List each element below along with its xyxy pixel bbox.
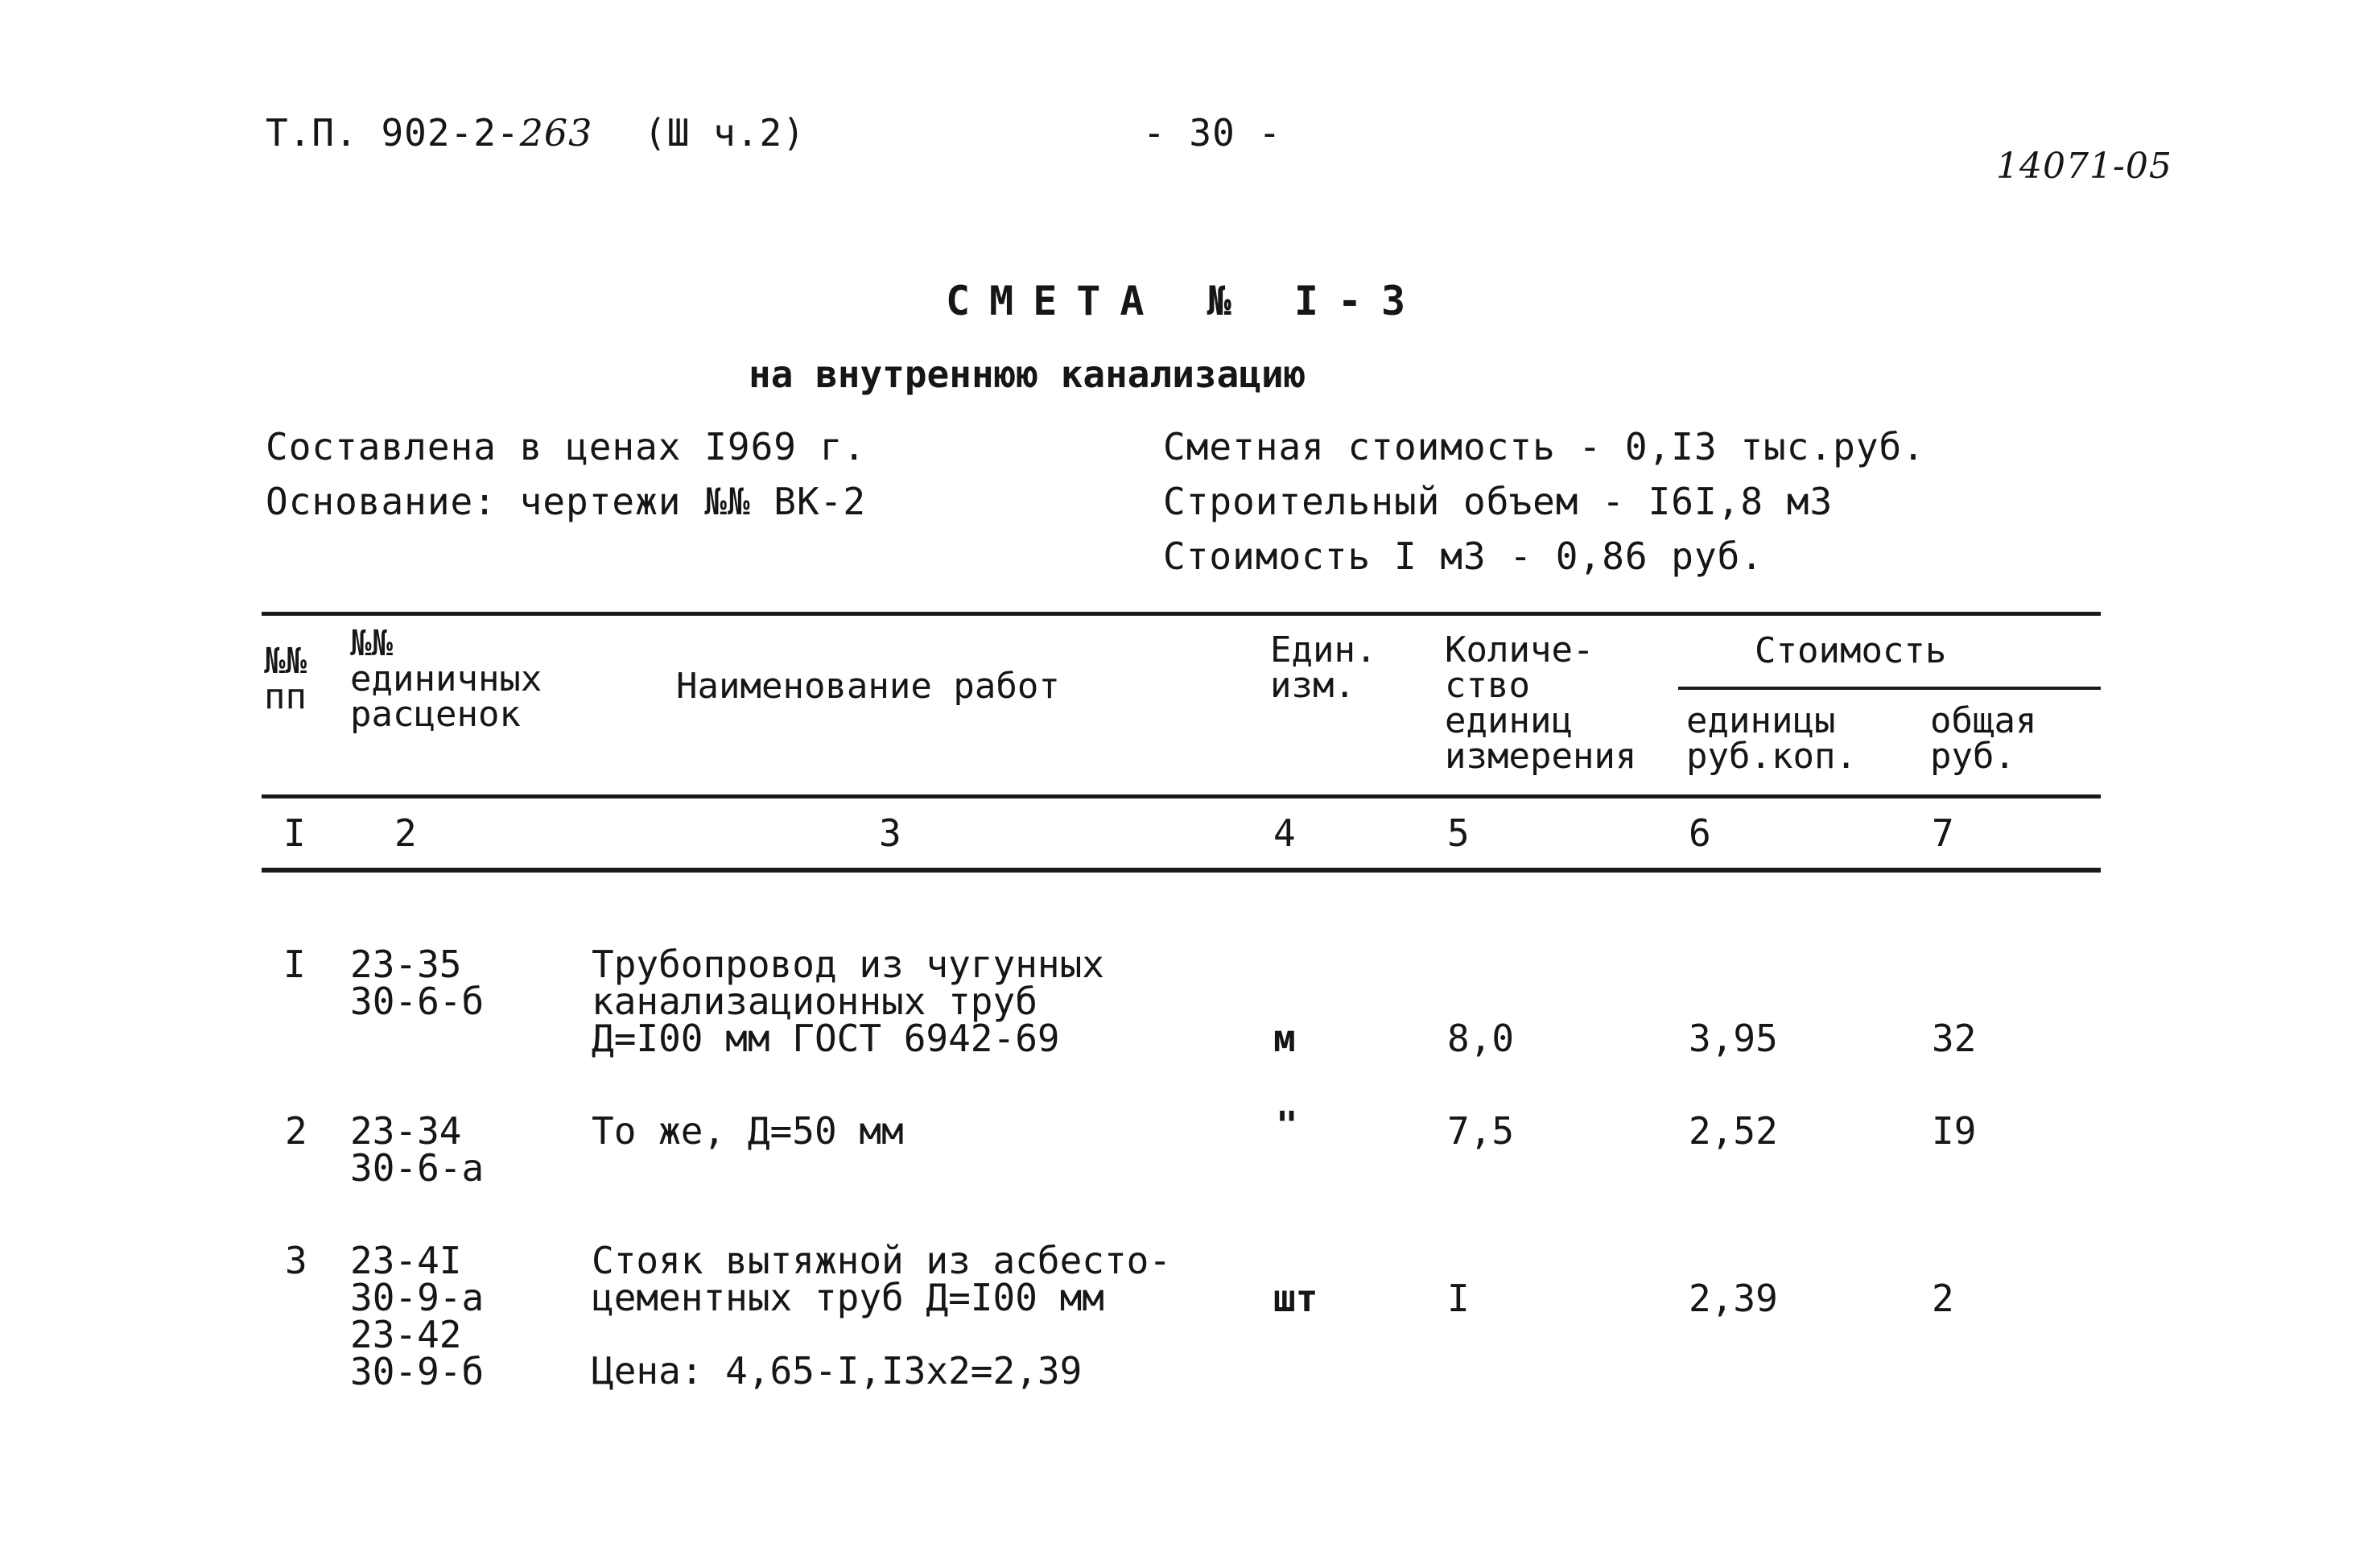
building-volume: Строительный объем - I6I,8 м3 (1163, 480, 1834, 523)
row-number: I (283, 943, 306, 986)
unit: " (1276, 1104, 1298, 1147)
unit: шт (1273, 1277, 1318, 1320)
column-number-2: 2 (394, 811, 417, 855)
column-number-5: 5 (1447, 811, 1470, 855)
estimated-cost: Сметная стоимость - 0,I3 тыс.руб. (1163, 425, 1925, 468)
doc-part: (Ш ч.2) (644, 111, 806, 155)
doc-code-prefix: Т.П. 902-2- (266, 111, 520, 155)
row-number: 3 (285, 1239, 307, 1282)
header-row-number: №№ пп (264, 641, 307, 717)
column-number-1: I (283, 811, 306, 855)
total-cost: 32 (1932, 1017, 1977, 1060)
quantity: 8,0 (1447, 1017, 1515, 1060)
header-unit-cost: единицы руб.коп. (1686, 700, 1857, 777)
column-number-3: 3 (879, 811, 901, 855)
total-cost: 2 (1932, 1277, 1954, 1320)
header-unit: Един. изм. (1270, 629, 1377, 706)
header-total-cost: общая руб. (1930, 700, 2037, 777)
quantity: I (1447, 1277, 1470, 1320)
row-number: 2 (285, 1109, 307, 1153)
header-cost-group: Стоимость (1755, 630, 1947, 671)
table-top-rule (262, 612, 2101, 616)
rate-codes: 23-4I 30-9-а 23-42 30-9-б (350, 1239, 485, 1393)
unit: м (1273, 1017, 1296, 1060)
header-work-name: Наименование работ (676, 666, 1060, 707)
price-note: Цена: 4,65-I,I3х2=2,39 (592, 1349, 1083, 1393)
rate-codes: 23-35 30-6-б (350, 943, 485, 1023)
total-cost: I9 (1932, 1109, 1977, 1153)
doc-code-handwritten: 263 (519, 111, 593, 155)
rate-codes: 23-34 30-6-а (350, 1109, 485, 1190)
column-number-6: 6 (1689, 811, 1711, 855)
work-name: Стояк вытяжной из асбесто- цементных труб Д=I00 мм (592, 1239, 1172, 1319)
page-subtitle: на внутреннюю канализацию (749, 353, 1306, 396)
column-numbers-rule (262, 868, 2101, 873)
unit-cost: 2,52 (1689, 1109, 1778, 1153)
column-number-7: 7 (1932, 811, 1954, 855)
work-name: Трубопровод из чугунных канализационных труб Д=I00 мм ГОСТ 6942-69 (592, 943, 1104, 1060)
header-quantity: Количе- ство единиц измерения (1445, 629, 1637, 777)
cost-per-m3: Стоимость I м3 - 0,86 руб. (1163, 534, 1764, 578)
basis: Основание: чертежи №№ ВК-2 (266, 480, 867, 523)
quantity: 7,5 (1447, 1109, 1515, 1153)
unit-cost: 3,95 (1689, 1017, 1778, 1060)
page-title: СМЕТА № I-3 (946, 278, 1425, 324)
cost-group-rule (1678, 687, 2101, 690)
prices-year: Составлена в ценах I969 г. (266, 425, 867, 468)
page-number: - 30 - (1143, 111, 1282, 155)
header-bottom-rule (262, 794, 2101, 798)
doc-code (266, 113, 592, 153)
header-rate-codes: №№ единичных расценок (350, 623, 542, 735)
unit-cost: 2,39 (1689, 1277, 1778, 1320)
archive-number: 14071-05 (1996, 146, 2172, 187)
column-number-4: 4 (1273, 811, 1296, 855)
work-name: То же, Д=50 мм (592, 1109, 904, 1153)
